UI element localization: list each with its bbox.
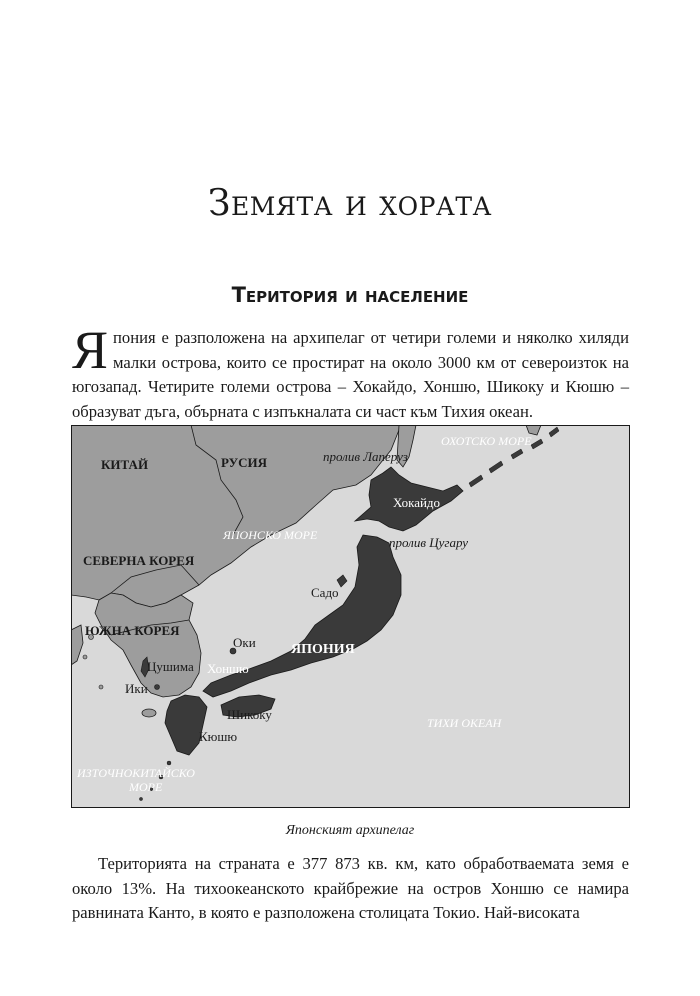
korea-islet-2 [83, 655, 87, 659]
iki-island [155, 685, 160, 690]
label-hokkaido: Хокайдо [393, 495, 441, 510]
label-pacific: ТИХИ ОКЕАН [427, 716, 502, 730]
label-la-perouse: пролив Лаперуз [323, 449, 408, 464]
korea-islet-3 [99, 685, 103, 689]
label-east-china-sea-1: ИЗТОЧНОКИТАЙСКО [77, 766, 195, 780]
label-tsushima: Цушима [147, 659, 194, 674]
label-iki: Ики [125, 681, 148, 696]
jeju-island [142, 709, 156, 717]
paragraph-territory: Територията на страната е 377 873 кв. км, като обработваемата земя е около 13%. На тихоокеанското крайбрежие на остров Хоншю се намира равнината Канто, в която е разположена столицата Токио. Най-високата [72, 854, 629, 922]
japan-archipelago-map [71, 425, 630, 808]
label-japan: ЯПОНИЯ [291, 642, 355, 657]
label-south-korea: ЮЖНА КОРЕЯ [85, 623, 180, 638]
label-north-korea: СЕВЕРНА КОРЕЯ [83, 553, 195, 568]
label-tsugaru: пролив Цугару [389, 535, 469, 550]
label-shikoku: Шикоку [227, 707, 272, 722]
label-honshu: Хоншю [207, 661, 249, 676]
paragraph-intro [72, 320, 629, 424]
paragraph-intro-text: пония е разположена на архипелаг от четири големи и няколко хиляди малки острова, които се простират на около 3000 км от североизток на югозапад. Четирите големи острова – Хокайдо, Хоншю, Шикоку и Кюшю – образуват дъга, обърната с изпъкналата си част към Тихия океан. [72, 328, 629, 421]
label-japan-sea: ЯПОНСКО МОРЕ [223, 528, 318, 542]
label-okhotsk-sea: ОХОТСКО МОРЕ [441, 434, 532, 448]
label-oki: Оки [233, 635, 256, 650]
drop-cap: Я [72, 320, 109, 380]
label-sado: Садо [311, 585, 339, 600]
map-caption: Японският архипелаг [285, 823, 415, 838]
label-east-china-sea-2: МОРЕ [129, 780, 163, 794]
chapter-title: Земята и хората [208, 183, 492, 224]
label-china: КИТАЙ [101, 457, 149, 472]
label-russia: РУСИЯ [221, 455, 268, 470]
label-kyushu: Кюшю [199, 729, 238, 744]
section-title: Територия и население [231, 283, 469, 307]
